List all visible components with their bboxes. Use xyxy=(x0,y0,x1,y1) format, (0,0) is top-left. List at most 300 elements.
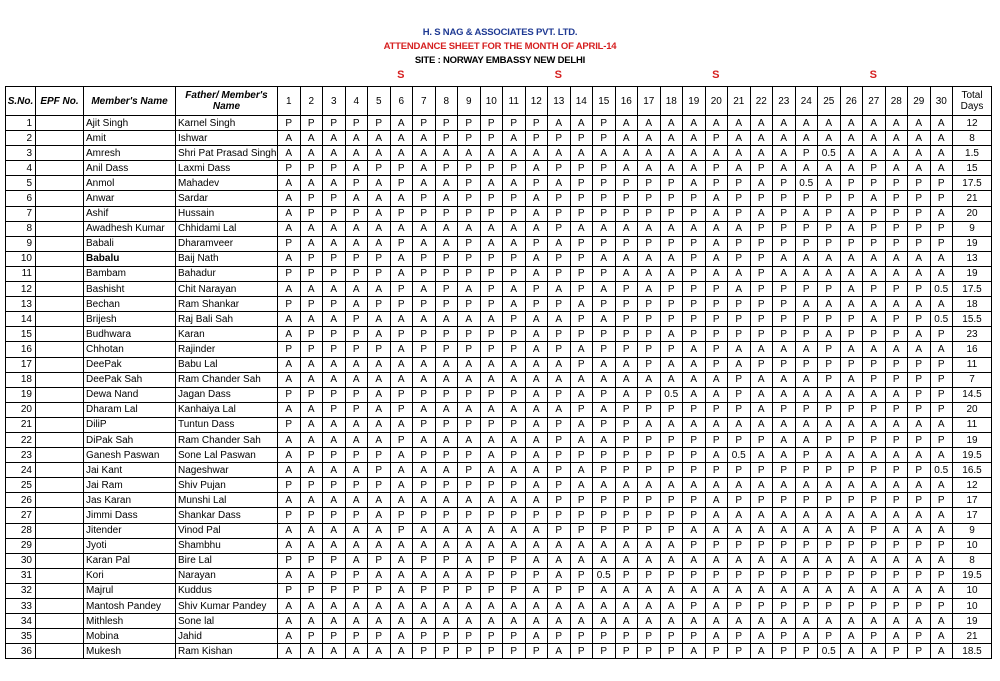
cell-day-16: P xyxy=(615,342,638,357)
cell-day-20: P xyxy=(705,282,728,297)
cell-day-20: A xyxy=(705,508,728,523)
sunday-marker-day-27: S xyxy=(869,69,877,81)
cell-day-10: A xyxy=(480,523,503,538)
cell-day-24: P xyxy=(795,236,818,251)
cell-day-18: P xyxy=(660,432,683,447)
cell-day-29: P xyxy=(908,221,931,236)
cell-day-16: A xyxy=(615,372,638,387)
cell-day-17: A xyxy=(638,478,661,493)
cell-day-27: A xyxy=(863,583,886,598)
cell-day-1: A xyxy=(278,372,301,387)
cell-day-3: A xyxy=(323,417,346,432)
cell-day-26: A xyxy=(840,116,863,131)
cell-day-15: A xyxy=(593,402,616,417)
cell-day-4: A xyxy=(345,131,368,146)
cell-day-11: A xyxy=(503,372,526,387)
cell-day-29: P xyxy=(908,312,931,327)
cell-day-21: P xyxy=(728,297,751,312)
cell-day-11: P xyxy=(503,206,526,221)
cell-day-4: A xyxy=(345,236,368,251)
cell-day-23: A xyxy=(773,342,796,357)
header-day-25: 25 xyxy=(818,87,841,116)
cell-epf xyxy=(36,599,84,614)
cell-day-11: A xyxy=(503,176,526,191)
cell-day-4: A xyxy=(345,417,368,432)
cell-day-25: 0.5 xyxy=(818,644,841,659)
cell-day-13: A xyxy=(548,402,571,417)
cell-day-22: A xyxy=(750,342,773,357)
cell-day-18: A xyxy=(660,116,683,131)
cell-sno: 14 xyxy=(6,312,36,327)
cell-day-4: P xyxy=(345,206,368,221)
cell-day-27: P xyxy=(863,599,886,614)
cell-day-25: P xyxy=(818,312,841,327)
cell-day-24: A xyxy=(795,161,818,176)
cell-father-name: Shankar Dass xyxy=(176,508,278,523)
cell-day-22: P xyxy=(750,568,773,583)
cell-day-6: P xyxy=(390,282,413,297)
cell-day-27: A xyxy=(863,478,886,493)
cell-day-19: P xyxy=(683,312,706,327)
cell-day-20: A xyxy=(705,206,728,221)
cell-day-27: P xyxy=(863,327,886,342)
cell-day-26: A xyxy=(840,644,863,659)
cell-day-28: P xyxy=(885,236,908,251)
cell-day-9: P xyxy=(458,131,481,146)
cell-day-29: A xyxy=(908,342,931,357)
cell-day-19: P xyxy=(683,297,706,312)
cell-day-11: A xyxy=(503,538,526,553)
cell-day-9: P xyxy=(458,206,481,221)
cell-day-8: P xyxy=(435,629,458,644)
cell-day-30: 0.5 xyxy=(930,282,953,297)
cell-day-23: A xyxy=(773,116,796,131)
cell-day-13: A xyxy=(548,553,571,568)
cell-day-23: A xyxy=(773,553,796,568)
cell-father-name: Sone Lal Paswan xyxy=(176,448,278,463)
cell-day-27: A xyxy=(863,146,886,161)
cell-day-2: P xyxy=(300,478,323,493)
cell-day-10: P xyxy=(480,644,503,659)
cell-day-22: A xyxy=(750,146,773,161)
cell-father-name: Laxmi Dass xyxy=(176,161,278,176)
cell-epf xyxy=(36,523,84,538)
cell-day-5: P xyxy=(368,463,391,478)
cell-total: 7 xyxy=(953,372,992,387)
cell-total: 15 xyxy=(953,161,992,176)
cell-day-22: P xyxy=(750,251,773,266)
cell-day-14: A xyxy=(570,387,593,402)
cell-day-3: P xyxy=(323,568,346,583)
cell-day-19: P xyxy=(683,327,706,342)
cell-total: 8 xyxy=(953,131,992,146)
cell-day-4: A xyxy=(345,357,368,372)
cell-day-2: A xyxy=(300,221,323,236)
cell-epf xyxy=(36,493,84,508)
cell-day-12: A xyxy=(525,221,548,236)
cell-day-14: A xyxy=(570,417,593,432)
cell-epf xyxy=(36,327,84,342)
cell-day-11: P xyxy=(503,342,526,357)
cell-day-13: A xyxy=(548,116,571,131)
cell-day-9: A xyxy=(458,568,481,583)
cell-day-21: P xyxy=(728,402,751,417)
cell-day-9: P xyxy=(458,116,481,131)
cell-day-28: A xyxy=(885,448,908,463)
cell-day-21: P xyxy=(728,372,751,387)
cell-day-23: A xyxy=(773,523,796,538)
cell-day-8: P xyxy=(435,266,458,281)
cell-day-30: 0.5 xyxy=(930,312,953,327)
cell-day-27: P xyxy=(863,493,886,508)
cell-day-26: A xyxy=(840,146,863,161)
header-day-2: 2 xyxy=(300,87,323,116)
table-row xyxy=(6,432,992,447)
cell-day-8: A xyxy=(435,221,458,236)
cell-day-25: A xyxy=(818,266,841,281)
cell-day-14: P xyxy=(570,493,593,508)
cell-day-24: A xyxy=(795,417,818,432)
cell-day-2: P xyxy=(300,116,323,131)
cell-day-16: P xyxy=(615,432,638,447)
cell-day-1: A xyxy=(278,599,301,614)
cell-day-22: A xyxy=(750,206,773,221)
cell-day-12: A xyxy=(525,161,548,176)
cell-day-25: A xyxy=(818,116,841,131)
table-row xyxy=(6,614,992,629)
cell-day-26: P xyxy=(840,357,863,372)
cell-day-4: A xyxy=(345,553,368,568)
cell-sno: 26 xyxy=(6,493,36,508)
cell-day-1: A xyxy=(278,251,301,266)
cell-day-9: A xyxy=(458,146,481,161)
cell-day-15: P xyxy=(593,629,616,644)
cell-day-12: P xyxy=(525,508,548,523)
cell-day-30: A xyxy=(930,251,953,266)
cell-day-25: P xyxy=(818,221,841,236)
cell-day-22: P xyxy=(750,493,773,508)
cell-day-6: P xyxy=(390,387,413,402)
cell-day-26: A xyxy=(840,282,863,297)
cell-day-12: P xyxy=(525,282,548,297)
table-row xyxy=(6,206,992,221)
cell-father-name: Vinod Pal xyxy=(176,523,278,538)
cell-day-19: P xyxy=(683,448,706,463)
cell-day-16: A xyxy=(615,221,638,236)
cell-day-11: A xyxy=(503,493,526,508)
cell-day-7: P xyxy=(413,327,436,342)
cell-day-18: P xyxy=(660,191,683,206)
cell-sno: 5 xyxy=(6,176,36,191)
cell-day-3: P xyxy=(323,402,346,417)
cell-day-29: P xyxy=(908,282,931,297)
cell-day-6: A xyxy=(390,553,413,568)
cell-day-30: P xyxy=(930,599,953,614)
cell-day-30: P xyxy=(930,387,953,402)
cell-day-28: P xyxy=(885,644,908,659)
cell-day-9: P xyxy=(458,478,481,493)
cell-member-name: Anil Dass xyxy=(84,161,176,176)
cell-day-26: A xyxy=(840,629,863,644)
cell-day-12: A xyxy=(525,342,548,357)
cell-day-10: A xyxy=(480,146,503,161)
cell-day-12: A xyxy=(525,372,548,387)
cell-day-7: P xyxy=(413,387,436,402)
cell-day-7: P xyxy=(413,116,436,131)
header-father-name: Father/ Member's Name xyxy=(176,87,278,116)
cell-day-5: A xyxy=(368,176,391,191)
cell-day-19: A xyxy=(683,523,706,538)
cell-day-24: P xyxy=(795,282,818,297)
cell-day-10: A xyxy=(480,614,503,629)
cell-member-name: Dewa Nand xyxy=(84,387,176,402)
cell-day-19: P xyxy=(683,463,706,478)
cell-day-17: P xyxy=(638,297,661,312)
cell-day-24: P xyxy=(795,221,818,236)
cell-day-7: A xyxy=(413,176,436,191)
cell-day-11: A xyxy=(503,297,526,312)
cell-day-23: P xyxy=(773,312,796,327)
cell-day-11: A xyxy=(503,146,526,161)
cell-total: 9 xyxy=(953,221,992,236)
cell-total: 18 xyxy=(953,297,992,312)
cell-day-22: A xyxy=(750,644,773,659)
cell-day-12: A xyxy=(525,448,548,463)
cell-day-21: A xyxy=(728,357,751,372)
cell-day-8: A xyxy=(435,432,458,447)
cell-day-6: A xyxy=(390,417,413,432)
cell-day-29: A xyxy=(908,251,931,266)
cell-day-25: A xyxy=(818,251,841,266)
cell-day-7: A xyxy=(413,568,436,583)
cell-day-25: A xyxy=(818,508,841,523)
cell-father-name: Babu Lal xyxy=(176,357,278,372)
cell-day-9: P xyxy=(458,644,481,659)
cell-day-16: A xyxy=(615,614,638,629)
cell-day-27: A xyxy=(863,387,886,402)
cell-day-10: P xyxy=(480,282,503,297)
cell-day-4: P xyxy=(345,266,368,281)
table-row xyxy=(6,191,992,206)
cell-day-2: A xyxy=(300,176,323,191)
cell-day-30: A xyxy=(930,131,953,146)
cell-father-name: Chit Narayan xyxy=(176,282,278,297)
cell-father-name: Shiv Kumar Pandey xyxy=(176,599,278,614)
cell-total: 19 xyxy=(953,614,992,629)
header-day-22: 22 xyxy=(750,87,773,116)
cell-day-8: P xyxy=(435,448,458,463)
cell-day-24: A xyxy=(795,583,818,598)
cell-member-name: Mithlesh xyxy=(84,614,176,629)
cell-epf xyxy=(36,251,84,266)
cell-member-name: Karan Pal xyxy=(84,553,176,568)
cell-day-8: A xyxy=(435,312,458,327)
cell-day-5: A xyxy=(368,372,391,387)
cell-father-name: Ram Kishan xyxy=(176,644,278,659)
cell-day-13: P xyxy=(548,131,571,146)
cell-day-5: P xyxy=(368,478,391,493)
cell-sno: 30 xyxy=(6,553,36,568)
header-day-7: 7 xyxy=(413,87,436,116)
cell-member-name: Bashisht xyxy=(84,282,176,297)
cell-father-name: Hussain xyxy=(176,206,278,221)
cell-member-name: Awadhesh Kumar xyxy=(84,221,176,236)
header-day-9: 9 xyxy=(458,87,481,116)
cell-day-7: P xyxy=(413,629,436,644)
cell-day-12: A xyxy=(525,599,548,614)
cell-day-29: P xyxy=(908,432,931,447)
cell-day-19: A xyxy=(683,553,706,568)
cell-sno: 20 xyxy=(6,402,36,417)
cell-day-2: P xyxy=(300,342,323,357)
cell-day-25: P xyxy=(818,538,841,553)
cell-epf xyxy=(36,568,84,583)
cell-day-7: A xyxy=(413,402,436,417)
cell-day-3: P xyxy=(323,387,346,402)
table-row xyxy=(6,478,992,493)
table-row xyxy=(6,251,992,266)
cell-day-28: P xyxy=(885,176,908,191)
cell-day-1: A xyxy=(278,206,301,221)
cell-day-30: A xyxy=(930,146,953,161)
cell-day-6: A xyxy=(390,463,413,478)
cell-day-21: P xyxy=(728,568,751,583)
cell-day-13: A xyxy=(548,614,571,629)
cell-day-19: A xyxy=(683,176,706,191)
cell-day-30: P xyxy=(930,191,953,206)
cell-day-4: A xyxy=(345,191,368,206)
cell-day-22: P xyxy=(750,161,773,176)
cell-day-26: A xyxy=(840,553,863,568)
cell-day-2: P xyxy=(300,583,323,598)
cell-day-26: A xyxy=(840,131,863,146)
cell-day-10: P xyxy=(480,387,503,402)
cell-day-2: P xyxy=(300,191,323,206)
cell-day-29: A xyxy=(908,161,931,176)
cell-day-11: A xyxy=(503,357,526,372)
cell-day-5: A xyxy=(368,568,391,583)
table-row xyxy=(6,266,992,281)
cell-day-11: A xyxy=(503,221,526,236)
cell-day-25: P xyxy=(818,402,841,417)
cell-day-15: P xyxy=(593,297,616,312)
cell-day-15: P xyxy=(593,342,616,357)
cell-day-3: A xyxy=(323,236,346,251)
cell-sno: 25 xyxy=(6,478,36,493)
cell-day-14: P xyxy=(570,282,593,297)
cell-day-22: A xyxy=(750,478,773,493)
cell-day-13: P xyxy=(548,463,571,478)
cell-day-20: P xyxy=(705,312,728,327)
cell-day-30: P xyxy=(930,372,953,387)
cell-day-24: A xyxy=(795,432,818,447)
cell-day-22: A xyxy=(750,417,773,432)
cell-day-21: P xyxy=(728,251,751,266)
cell-sno: 17 xyxy=(6,357,36,372)
cell-day-18: P xyxy=(660,342,683,357)
cell-day-15: P xyxy=(593,176,616,191)
cell-day-12: A xyxy=(525,432,548,447)
cell-epf xyxy=(36,342,84,357)
cell-day-3: P xyxy=(323,191,346,206)
cell-day-10: A xyxy=(480,221,503,236)
cell-day-2: P xyxy=(300,387,323,402)
cell-day-6: A xyxy=(390,448,413,463)
cell-day-10: A xyxy=(480,372,503,387)
cell-day-23: P xyxy=(773,644,796,659)
cell-total: 19 xyxy=(953,432,992,447)
cell-day-5: A xyxy=(368,599,391,614)
cell-day-3: P xyxy=(323,508,346,523)
cell-day-15: P xyxy=(593,116,616,131)
cell-day-28: P xyxy=(885,568,908,583)
cell-day-24: A xyxy=(795,629,818,644)
cell-day-17: A xyxy=(638,116,661,131)
cell-day-19: P xyxy=(683,599,706,614)
cell-sno: 3 xyxy=(6,146,36,161)
cell-day-10: A xyxy=(480,176,503,191)
cell-day-4: A xyxy=(345,614,368,629)
cell-day-6: P xyxy=(390,327,413,342)
cell-day-2: A xyxy=(300,644,323,659)
cell-epf xyxy=(36,176,84,191)
cell-day-6: P xyxy=(390,161,413,176)
cell-day-11: P xyxy=(503,644,526,659)
cell-day-13: P xyxy=(548,266,571,281)
cell-day-15: P xyxy=(593,448,616,463)
cell-day-11: A xyxy=(503,432,526,447)
table-row xyxy=(6,342,992,357)
cell-sno: 7 xyxy=(6,206,36,221)
cell-day-17: P xyxy=(638,342,661,357)
cell-day-19: A xyxy=(683,116,706,131)
cell-day-11: P xyxy=(503,387,526,402)
cell-day-19: P xyxy=(683,282,706,297)
cell-day-19: P xyxy=(683,251,706,266)
cell-day-21: P xyxy=(728,629,751,644)
cell-sno: 29 xyxy=(6,538,36,553)
cell-day-5: A xyxy=(368,327,391,342)
cell-day-20: P xyxy=(705,463,728,478)
table-row xyxy=(6,312,992,327)
cell-day-29: P xyxy=(908,372,931,387)
cell-day-25: A xyxy=(818,176,841,191)
cell-sno: 4 xyxy=(6,161,36,176)
cell-day-6: A xyxy=(390,629,413,644)
cell-day-5: P xyxy=(368,629,391,644)
cell-total: 14.5 xyxy=(953,387,992,402)
cell-day-3: P xyxy=(323,583,346,598)
cell-day-5: A xyxy=(368,538,391,553)
cell-day-27: P xyxy=(863,161,886,176)
header-member-name: Member's Name xyxy=(84,87,176,116)
cell-day-21: P xyxy=(728,176,751,191)
cell-day-26: A xyxy=(840,523,863,538)
cell-day-1: A xyxy=(278,176,301,191)
cell-member-name: Majrul xyxy=(84,583,176,598)
cell-epf xyxy=(36,221,84,236)
cell-total: 20 xyxy=(953,402,992,417)
cell-day-26: P xyxy=(840,402,863,417)
table-row xyxy=(6,523,992,538)
cell-sno: 11 xyxy=(6,266,36,281)
cell-day-16: A xyxy=(615,538,638,553)
cell-day-4: A xyxy=(345,372,368,387)
cell-day-19: P xyxy=(683,629,706,644)
cell-day-3: P xyxy=(323,448,346,463)
cell-day-18: A xyxy=(660,538,683,553)
cell-day-14: A xyxy=(570,372,593,387)
